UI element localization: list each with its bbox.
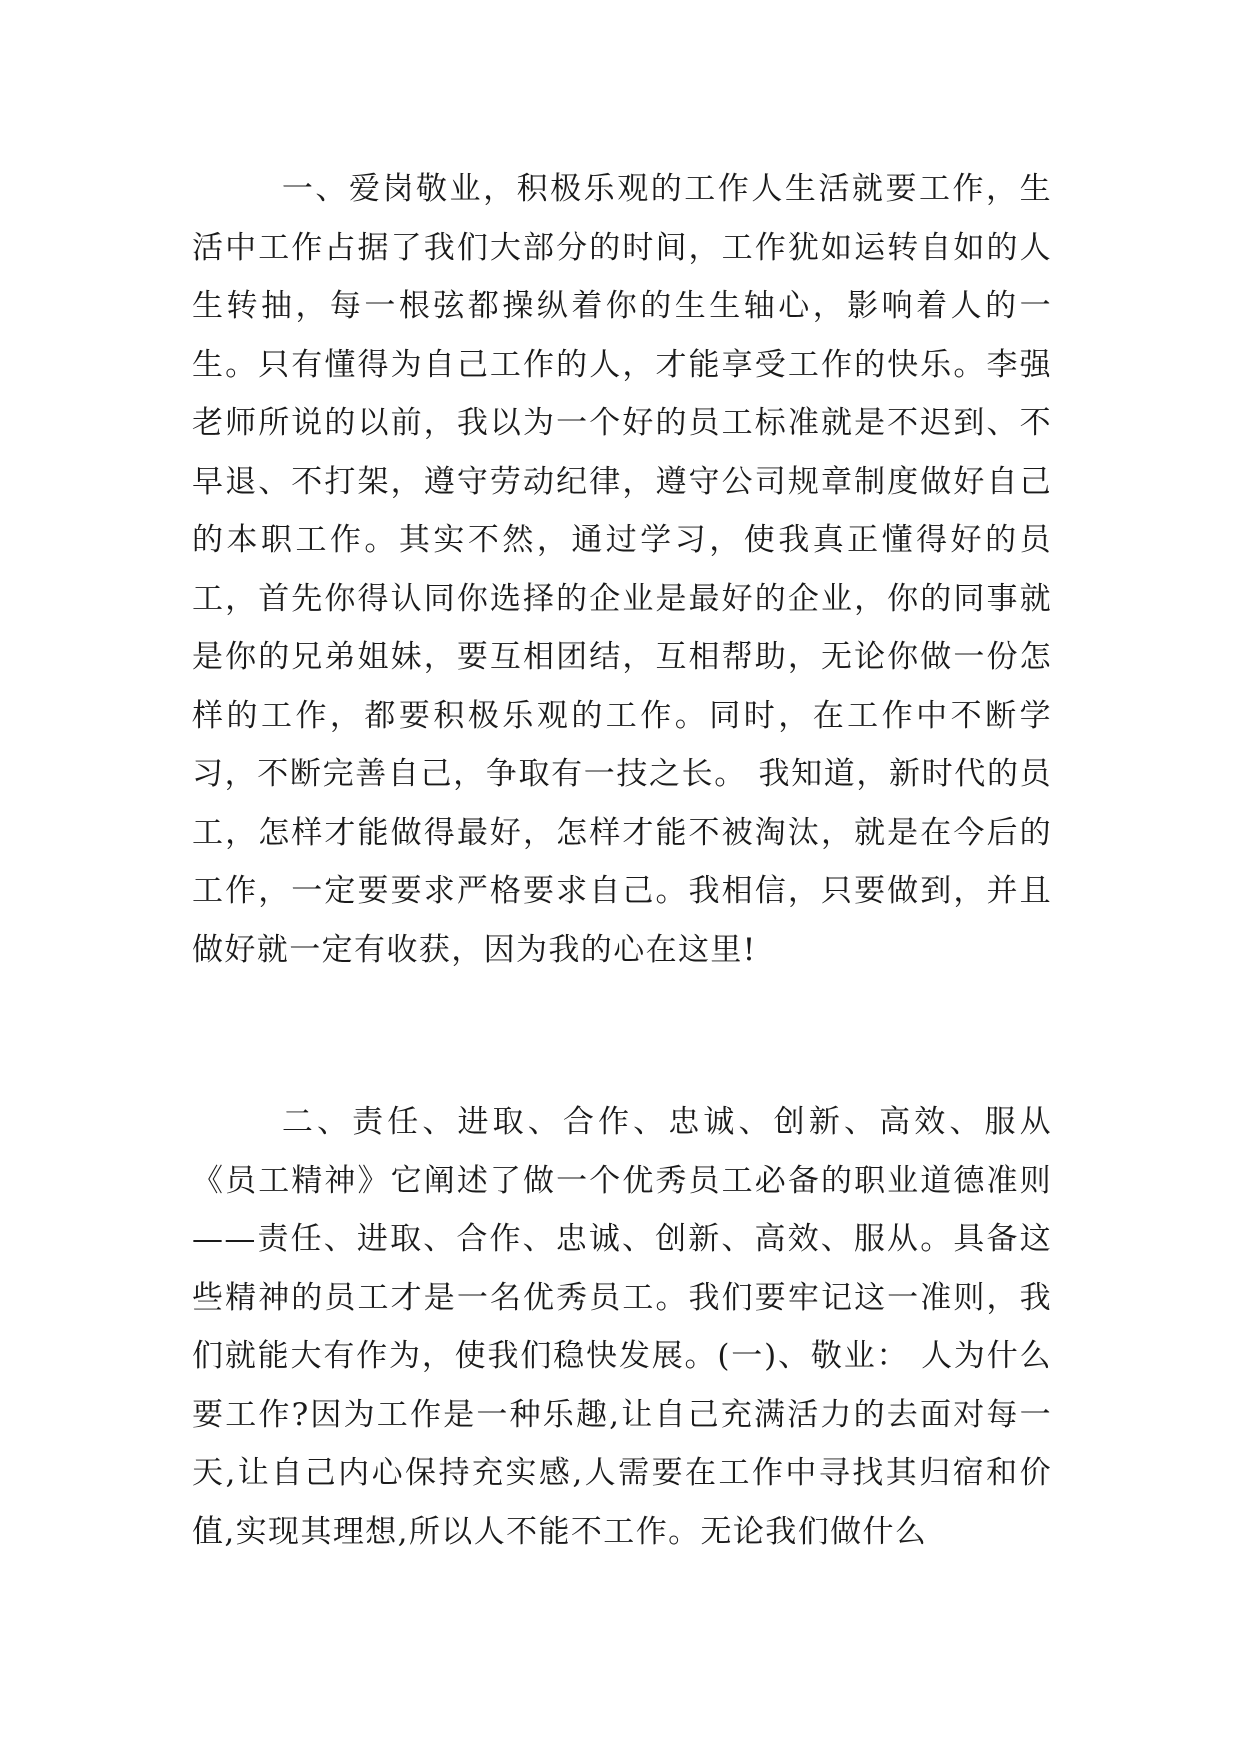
paragraph-employee-spirit: 二、责任、进取、合作、忠诚、创新、高效、服从《员工精神》它阐述了做一个优秀员工必备的职业道德准则——责任、进取、合作、忠诚、创新、高效、服从。具备这些精神的员工才是一名优秀员工。我们要牢记这一准则，我们就能大有作为，使我们稳快发展。(一)、敬业： 人为什么要工作?因为工作是一种乐趣,让自己充满活力的去面对每一天,让自己内心保持充实感,人需要在工作中寻找其归宿和价值,实现其理想,所以人不能不工作。无论我们做什么 <box>192 1104 1052 1550</box>
paragraph-devotion: 一、爱岗敬业，积极乐观的工作人生活就要工作，生活中工作占据了我们大部分的时间，工作犹如运转自如的人生转抽，每一根弦都操纵着你的生生轴心，影响着人的一生。只有懂得为自己工作的人，才能享受工作的快乐。李强老师所说的以前，我以为一个好的员工标准就是不迟到、不早退、不打架，遵守劳动纪律，遵守公司规章制度做好自己的本职工作。其实不然，通过学习，使我真正懂得好的员工，首先你得认同你选择的企业是最好的企业，你的同事就是你的兄弟姐妹，要互相团结，互相帮助，无论你做一份怎样的工作，都要积极乐观的工作。同时，在工作中不断学习，不断完善自己，争取有一技之长。 我知道，新时代的员工，怎样才能做得最好，怎样才能不被淘汰，就是在今后的工作，一定要要求严格要求自己。我相信，只要做到，并且做好就一定有收获，因为我的心在这里! <box>192 171 1052 968</box>
